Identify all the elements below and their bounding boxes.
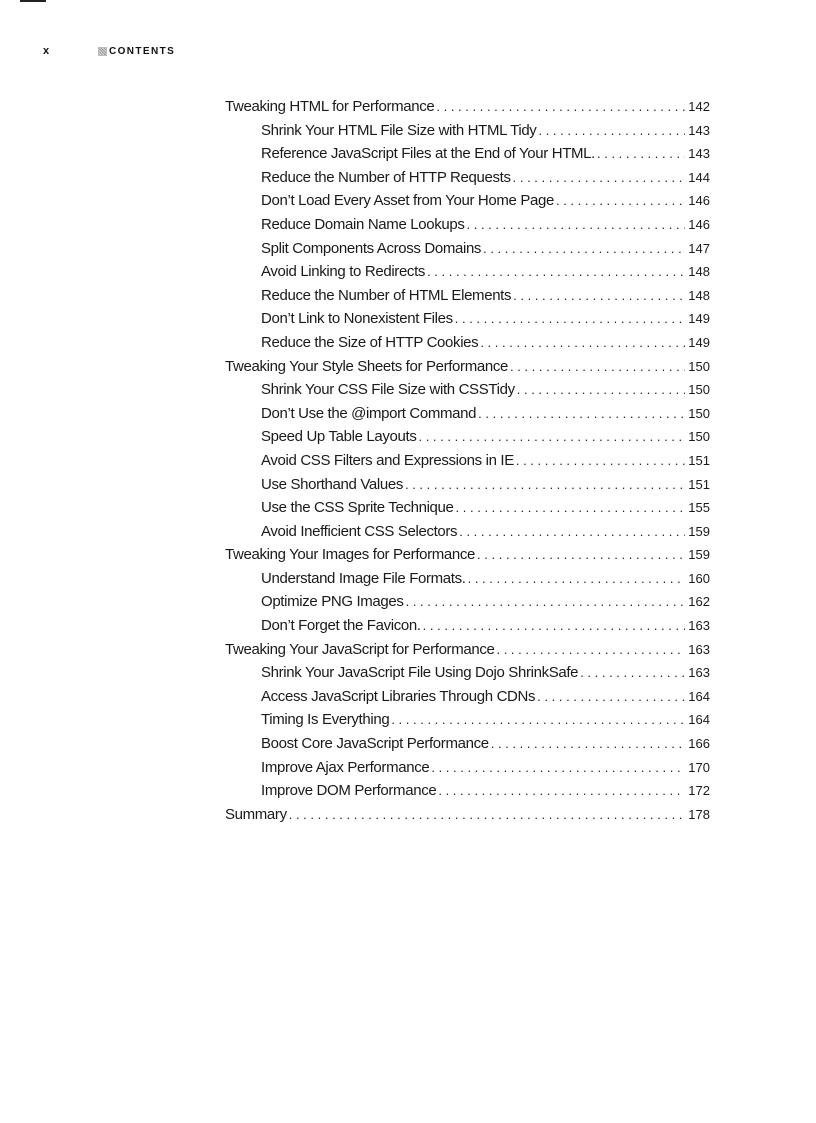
toc-dot-leader: [459, 524, 685, 539]
toc-section-entry[interactable]: [225, 806, 710, 830]
toc-entry-title: Summary: [225, 805, 287, 823]
toc-dot-leader: [456, 500, 685, 515]
toc-subsection-entry[interactable]: [225, 240, 710, 264]
toc-entry-page: 146: [688, 193, 710, 209]
toc-entry-title: Tweaking HTML for Performance: [225, 98, 435, 115]
toc-dot-leader: [491, 736, 685, 751]
toc-subsection-entry[interactable]: [225, 711, 710, 735]
toc-dot-leader: [597, 146, 685, 161]
running-head: CONTENTS: [109, 45, 176, 57]
toc-dot-leader: [538, 123, 685, 138]
toc-entry-title: Don’t Forget the Favicon.: [261, 617, 421, 635]
toc-subsection-entry[interactable]: [225, 570, 710, 594]
toc-entry-page: 150: [688, 429, 710, 445]
toc-entry-title: Avoid Inefficient CSS Selectors: [261, 522, 458, 540]
toc-subsection-entry[interactable]: [225, 617, 710, 641]
toc-entry-title: Avoid Linking to Redirects: [261, 263, 426, 281]
toc-entry-title: Avoid CSS Filters and Expressions in IE: [261, 451, 514, 469]
toc-subsection-entry[interactable]: [225, 334, 710, 358]
toc-entry-page: 172: [688, 783, 710, 799]
toc-entry-title: Don’t Load Every Asset from Your Home Page: [261, 192, 554, 210]
toc-dot-leader: [436, 99, 685, 114]
toc-entry-title: Shrink Your CSS File Size with CSSTidy: [261, 381, 515, 399]
toc-dot-leader: [478, 406, 685, 421]
toc-dot-leader: [517, 382, 685, 397]
toc-entry-title: Improve Ajax Performance: [261, 758, 430, 776]
toc-entry-title: Split Components Across Domains: [261, 239, 482, 257]
toc-subsection-entry[interactable]: [225, 192, 710, 216]
toc-dot-leader: [483, 241, 685, 256]
toc-dot-leader: [477, 547, 685, 562]
page-number: x: [43, 45, 50, 57]
toc-dot-leader: [418, 429, 685, 444]
toc-entry-title: Reduce the Size of HTTP Cookies: [261, 333, 479, 351]
top-rule: [20, 0, 46, 2]
toc-subsection-entry[interactable]: [225, 735, 710, 759]
toc-subsection-entry[interactable]: [225, 688, 710, 712]
toc-entry-page: 150: [688, 382, 710, 398]
toc-subsection-entry[interactable]: [225, 122, 710, 146]
toc-entry-title: Reduce Domain Name Lookups: [261, 215, 465, 233]
table-of-contents: [225, 98, 710, 829]
toc-subsection-entry[interactable]: [225, 216, 710, 240]
toc-entry-title: Use Shorthand Values: [261, 475, 403, 493]
toc-dot-leader: [516, 453, 685, 468]
toc-section-entry[interactable]: [225, 546, 710, 570]
toc-entry-page: 164: [688, 688, 710, 704]
toc-subsection-entry[interactable]: [225, 664, 710, 688]
toc-entry-title: Understand Image File Formats.: [261, 569, 466, 587]
toc-entry-title: Don’t Use the @import Command: [261, 404, 477, 422]
toc-entry-title: Boost Core JavaScript Performance: [261, 735, 489, 753]
toc-entry-page: 150: [688, 405, 710, 421]
toc-subsection-entry[interactable]: [225, 310, 710, 334]
toc-subsection-entry[interactable]: [225, 593, 710, 617]
toc-dot-leader: [496, 642, 685, 657]
toc-dot-leader: [289, 807, 685, 822]
toc-subsection-entry[interactable]: [225, 145, 710, 169]
toc-entry-page: 151: [688, 476, 710, 492]
toc-entry-page: 164: [688, 712, 710, 728]
toc-entry-page: 149: [688, 311, 710, 327]
toc-entry-title: Optimize PNG Images: [261, 593, 404, 611]
toc-subsection-entry[interactable]: [225, 263, 710, 287]
toc-entry-page: 166: [688, 736, 710, 752]
toc-entry-page: 147: [688, 240, 710, 256]
toc-entry-page: 150: [688, 358, 710, 374]
toc-entry-title: Tweaking Your Style Sheets for Performance: [225, 357, 508, 375]
toc-entry-page: 170: [688, 759, 710, 775]
toc-subsection-entry[interactable]: [225, 499, 710, 523]
toc-entry-page: 160: [688, 570, 710, 586]
toc-dot-leader: [427, 264, 685, 279]
toc-entry-page: 142: [688, 99, 710, 114]
toc-entry-page: 163: [688, 618, 710, 634]
toc-dot-leader: [405, 477, 685, 492]
toc-entry-page: 144: [688, 169, 710, 185]
toc-dot-leader: [431, 760, 685, 775]
toc-subsection-entry[interactable]: [225, 452, 710, 476]
toc-subsection-entry[interactable]: [225, 759, 710, 783]
toc-entry-page: 162: [688, 594, 710, 610]
toc-dot-leader: [556, 193, 685, 208]
toc-section-entry[interactable]: [225, 98, 710, 122]
toc-subsection-entry[interactable]: [225, 428, 710, 452]
toc-entry-title: Don’t Link to Nonexistent Files: [261, 310, 453, 328]
toc-entry-title: Improve DOM Performance: [261, 782, 437, 800]
toc-entry-page: 148: [688, 264, 710, 280]
toc-subsection-entry[interactable]: [225, 782, 710, 806]
toc-dot-leader: [423, 618, 685, 633]
toc-subsection-entry[interactable]: [225, 287, 710, 311]
toc-entry-title: Reduce the Number of HTML Elements: [261, 286, 512, 304]
toc-dot-leader: [480, 335, 685, 350]
toc-dot-leader: [513, 170, 685, 185]
toc-dot-leader: [510, 359, 685, 374]
toc-subsection-entry[interactable]: [225, 169, 710, 193]
toc-entry-page: 163: [688, 641, 710, 657]
toc-subsection-entry[interactable]: [225, 476, 710, 500]
toc-dot-leader: [455, 311, 685, 326]
toc-dot-leader: [438, 783, 685, 798]
toc-entry-title: Reference JavaScript Files at the End of Your HTML.: [261, 145, 595, 163]
toc-dot-leader: [467, 217, 685, 232]
toc-dot-leader: [468, 571, 685, 586]
toc-dot-leader: [406, 594, 685, 609]
toc-entry-title: Shrink Your JavaScript File Using Dojo ShrinkSafe: [261, 664, 579, 682]
toc-entry-title: Tweaking Your Images for Performance: [225, 546, 476, 564]
toc-entry-title: Speed Up Table Layouts: [261, 428, 417, 446]
toc-subsection-entry[interactable]: [225, 523, 710, 547]
toc-entry-title: Tweaking Your JavaScript for Performance: [225, 640, 495, 658]
toc-entry-page: 159: [688, 523, 710, 539]
page-header: [43, 43, 175, 59]
toc-entry-title: Reduce the Number of HTTP Requests: [261, 168, 511, 186]
toc-subsection-entry[interactable]: [225, 381, 710, 405]
toc-entry-page: 149: [688, 334, 710, 350]
toc-entry-title: Use the CSS Sprite Technique: [261, 499, 454, 517]
toc-subsection-entry[interactable]: [225, 405, 710, 429]
toc-entry-title: Access JavaScript Libraries Through CDNs: [261, 687, 536, 705]
toc-entry-page: 163: [688, 665, 710, 681]
toc-entry-title: Timing Is Everything: [261, 711, 390, 729]
toc-dot-leader: [537, 689, 685, 704]
toc-section-entry[interactable]: [225, 358, 710, 382]
toc-section-entry[interactable]: [225, 641, 710, 665]
toc-entry-page: 155: [688, 500, 710, 516]
toc-entry-page: 178: [688, 806, 710, 822]
toc-entry-page: 159: [688, 547, 710, 563]
section-marker-icon: [98, 47, 107, 56]
toc-dot-leader: [580, 665, 685, 680]
toc-entry-title: Shrink Your HTML File Size with HTML Tidy: [261, 121, 537, 139]
toc-dot-leader: [391, 712, 685, 727]
toc-entry-page: 143: [688, 146, 710, 162]
toc-entry-page: 146: [688, 216, 710, 232]
toc-entry-page: 143: [688, 122, 710, 138]
toc-entry-page: 151: [688, 452, 710, 468]
toc-dot-leader: [513, 288, 685, 303]
toc-entry-page: 148: [688, 287, 710, 303]
